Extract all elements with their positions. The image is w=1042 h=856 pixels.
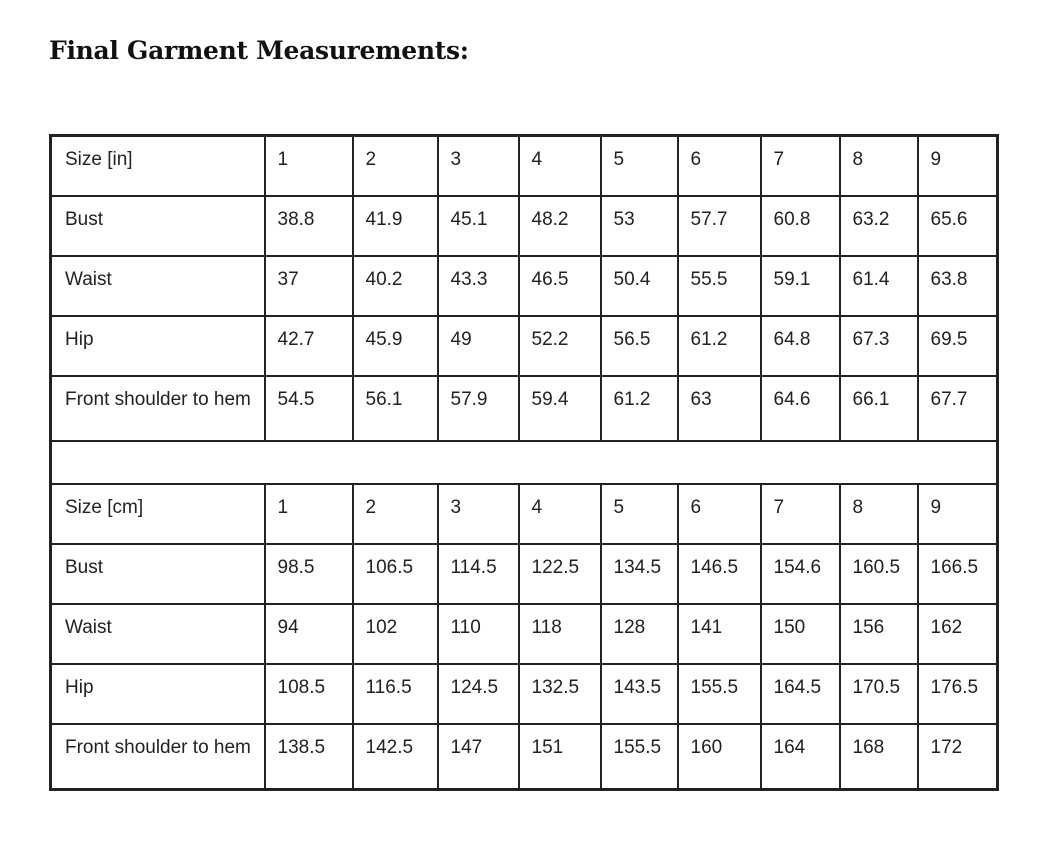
table-cell: 94 bbox=[265, 604, 353, 664]
table-cell: 57.9 bbox=[438, 376, 519, 441]
separator-cell bbox=[51, 441, 998, 484]
table-cell: 142.5 bbox=[353, 724, 438, 790]
table-cell: 53 bbox=[601, 196, 678, 256]
table-cell: 40.2 bbox=[353, 256, 438, 316]
table-cell: 64.6 bbox=[761, 376, 840, 441]
table-cell: 3 bbox=[438, 484, 519, 544]
table-cell: 67.3 bbox=[840, 316, 918, 376]
table-cell: 49 bbox=[438, 316, 519, 376]
row-label: Front shoulder to hem bbox=[51, 376, 265, 441]
table-cell: 60.8 bbox=[761, 196, 840, 256]
table-cell: 61.2 bbox=[601, 376, 678, 441]
table-cell: 164.5 bbox=[761, 664, 840, 724]
table-cell: 122.5 bbox=[519, 544, 601, 604]
size-header-row bbox=[51, 136, 998, 197]
table-cell: 63.2 bbox=[840, 196, 918, 256]
table-cell: 172 bbox=[918, 724, 998, 790]
table-cell: 106.5 bbox=[353, 544, 438, 604]
table-cell: 64.8 bbox=[761, 316, 840, 376]
table-cell: 151 bbox=[519, 724, 601, 790]
table-cell: 3 bbox=[438, 136, 519, 197]
table-cell: 4 bbox=[519, 484, 601, 544]
table-cell: 2 bbox=[353, 484, 438, 544]
table-cell: 6 bbox=[678, 136, 761, 197]
table-cell: 45.9 bbox=[353, 316, 438, 376]
table-cell: 56.5 bbox=[601, 316, 678, 376]
table-cell: 1 bbox=[265, 136, 353, 197]
table-cell: 146.5 bbox=[678, 544, 761, 604]
row-label: Hip bbox=[51, 316, 265, 376]
table-cell: 147 bbox=[438, 724, 519, 790]
table-cell: 160.5 bbox=[840, 544, 918, 604]
table-cell: 45.1 bbox=[438, 196, 519, 256]
table-cell: 38.8 bbox=[265, 196, 353, 256]
table-cell: 155.5 bbox=[678, 664, 761, 724]
table-cell: 57.7 bbox=[678, 196, 761, 256]
table-cell: 162 bbox=[918, 604, 998, 664]
table-cell: 65.6 bbox=[918, 196, 998, 256]
row-label: Front shoulder to hem bbox=[51, 724, 265, 790]
table-cell: 50.4 bbox=[601, 256, 678, 316]
row-label: Waist bbox=[51, 256, 265, 316]
table-row bbox=[51, 256, 998, 316]
table-cell: 52.2 bbox=[519, 316, 601, 376]
row-label: Hip bbox=[51, 664, 265, 724]
table-cell: 61.2 bbox=[678, 316, 761, 376]
table-cell: 2 bbox=[353, 136, 438, 197]
table-cell: 150 bbox=[761, 604, 840, 664]
table-cell: 168 bbox=[840, 724, 918, 790]
table-cell: 9 bbox=[918, 484, 998, 544]
table-cell: 128 bbox=[601, 604, 678, 664]
table-cell: 69.5 bbox=[918, 316, 998, 376]
table-cell: 8 bbox=[840, 484, 918, 544]
size-header-row bbox=[51, 484, 998, 544]
table-cell: 48.2 bbox=[519, 196, 601, 256]
table-row bbox=[51, 376, 998, 441]
table-cell: 5 bbox=[601, 484, 678, 544]
table-cell: 7 bbox=[761, 484, 840, 544]
table-cell: 56.1 bbox=[353, 376, 438, 441]
table-cell: 37 bbox=[265, 256, 353, 316]
table-cell: 98.5 bbox=[265, 544, 353, 604]
table-cell: 155.5 bbox=[601, 724, 678, 790]
row-label: Bust bbox=[51, 544, 265, 604]
measurements-table bbox=[49, 134, 999, 791]
table-cell: 43.3 bbox=[438, 256, 519, 316]
table-cell: 8 bbox=[840, 136, 918, 197]
table-cell: 61.4 bbox=[840, 256, 918, 316]
table-cell: 102 bbox=[353, 604, 438, 664]
table-cell: 176.5 bbox=[918, 664, 998, 724]
table-cell: 143.5 bbox=[601, 664, 678, 724]
table-cell: 59.1 bbox=[761, 256, 840, 316]
table-row bbox=[51, 196, 998, 256]
row-label: Bust bbox=[51, 196, 265, 256]
table-cell: 67.7 bbox=[918, 376, 998, 441]
table-cell: 164 bbox=[761, 724, 840, 790]
table-cell: 63 bbox=[678, 376, 761, 441]
table-cell: 6 bbox=[678, 484, 761, 544]
table-cell: 138.5 bbox=[265, 724, 353, 790]
table-cell: 134.5 bbox=[601, 544, 678, 604]
table-cell: 154.6 bbox=[761, 544, 840, 604]
row-label: Waist bbox=[51, 604, 265, 664]
table-cell: 160 bbox=[678, 724, 761, 790]
table-cell: 118 bbox=[519, 604, 601, 664]
table-cell: 108.5 bbox=[265, 664, 353, 724]
table-cell: 170.5 bbox=[840, 664, 918, 724]
table-cell: 5 bbox=[601, 136, 678, 197]
table-cell: 124.5 bbox=[438, 664, 519, 724]
row-label: Size [cm] bbox=[51, 484, 265, 544]
table-cell: 4 bbox=[519, 136, 601, 197]
table-cell: 132.5 bbox=[519, 664, 601, 724]
table-cell: 66.1 bbox=[840, 376, 918, 441]
page-title: Final Garment Measurements: bbox=[49, 36, 469, 65]
table-cell: 54.5 bbox=[265, 376, 353, 441]
table-row bbox=[51, 544, 998, 604]
table-cell: 156 bbox=[840, 604, 918, 664]
row-label: Size [in] bbox=[51, 136, 265, 197]
table-cell: 166.5 bbox=[918, 544, 998, 604]
table-cell: 46.5 bbox=[519, 256, 601, 316]
table-cell: 41.9 bbox=[353, 196, 438, 256]
table-row bbox=[51, 724, 998, 790]
table-cell: 114.5 bbox=[438, 544, 519, 604]
table-cell: 141 bbox=[678, 604, 761, 664]
table-cell: 1 bbox=[265, 484, 353, 544]
table-row bbox=[51, 604, 998, 664]
table-cell: 116.5 bbox=[353, 664, 438, 724]
measurements-table-body bbox=[51, 136, 998, 790]
section-separator-row bbox=[51, 441, 998, 484]
table-cell: 59.4 bbox=[519, 376, 601, 441]
table-cell: 55.5 bbox=[678, 256, 761, 316]
table-cell: 110 bbox=[438, 604, 519, 664]
table-row bbox=[51, 316, 998, 376]
table-cell: 63.8 bbox=[918, 256, 998, 316]
table-cell: 7 bbox=[761, 136, 840, 197]
table-row bbox=[51, 664, 998, 724]
table-cell: 42.7 bbox=[265, 316, 353, 376]
table-cell: 9 bbox=[918, 136, 998, 197]
